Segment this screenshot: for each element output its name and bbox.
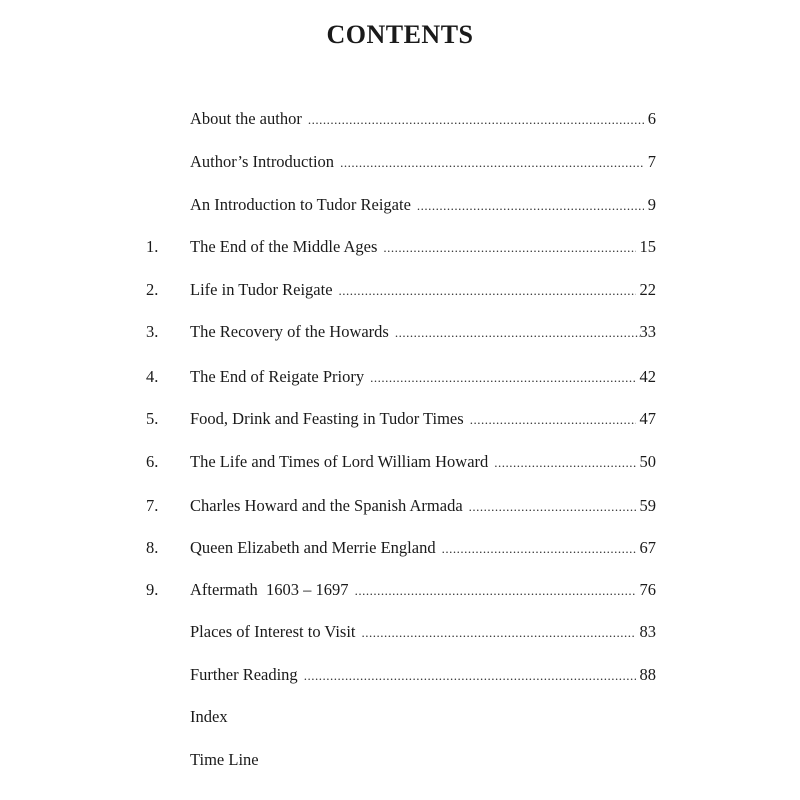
entry-page: 83 (639, 622, 656, 641)
page-title: CONTENTS (326, 20, 474, 49)
toc-entry-about-author[interactable] (140, 107, 656, 131)
entry-title: Author’s Introduction (190, 152, 335, 171)
entry-page: 33 (639, 322, 656, 341)
entry-page: 50 (639, 452, 656, 471)
toc-entry-further-reading[interactable] (140, 663, 656, 687)
entry-number: 9. (146, 580, 159, 599)
dot-leader (304, 664, 636, 688)
entry-title: Charles Howard and the Spanish Armada (190, 496, 463, 515)
entry-title: Places of Interest to Visit (190, 622, 356, 641)
entry-page: 67 (639, 538, 656, 557)
dot-leader (469, 495, 636, 519)
entry-title: About the author (190, 109, 302, 128)
toc-entry-chapter-4[interactable] (140, 365, 656, 389)
entry-page: 6 (647, 109, 656, 128)
dot-leader (362, 621, 636, 645)
toc-entry-chapter-2[interactable] (140, 278, 656, 302)
dot-leader (339, 279, 636, 303)
dot-leader (395, 321, 640, 345)
toc-entry-chapter-3[interactable] (140, 320, 656, 344)
toc-entry-chapter-6[interactable] (140, 450, 656, 474)
entry-title: The Recovery of the Howards (190, 322, 389, 341)
entry-title: Further Reading (190, 665, 298, 684)
toc-entry-chapter-9[interactable] (140, 578, 656, 602)
dot-leader (494, 451, 635, 475)
entry-number: 1. (146, 237, 159, 256)
entry-page: 47 (639, 409, 656, 428)
entry-page: 88 (639, 665, 656, 684)
entry-title: Food, Drink and Feasting in Tudor Times (190, 409, 464, 428)
entry-number: 6. (146, 452, 159, 471)
entry-title: The End of Reigate Priory (190, 367, 365, 386)
dot-leader (355, 579, 636, 603)
entry-title: Index (190, 707, 228, 726)
entry-title: Aftermath 1603 – 1697 (190, 580, 349, 599)
entry-title: The Life and Times of Lord William Howard (190, 452, 489, 471)
dot-leader (340, 151, 644, 175)
dot-leader (370, 366, 635, 390)
toc-entry-chapter-1[interactable] (140, 235, 656, 259)
entry-page: 76 (639, 580, 656, 599)
entry-number: 4. (146, 367, 159, 386)
entry-page: 7 (647, 152, 656, 171)
toc-entry-authors-introduction[interactable] (140, 150, 656, 174)
entry-page: 15 (639, 237, 656, 256)
entry-number: 7. (146, 496, 159, 515)
entry-title: An Introduction to Tudor Reigate (190, 195, 411, 214)
toc-entry-index[interactable] (140, 705, 656, 729)
entry-title: Life in Tudor Reigate (190, 280, 333, 299)
toc-entry-chapter-7[interactable] (140, 494, 656, 518)
entry-number: 3. (146, 322, 159, 341)
entry-number: 8. (146, 538, 159, 557)
dot-leader (308, 108, 644, 132)
dot-leader (470, 408, 636, 432)
entry-title: Queen Elizabeth and Merrie England (190, 538, 436, 557)
entry-page: 42 (639, 367, 656, 386)
entry-page: 22 (639, 280, 656, 299)
entry-title: The End of the Middle Ages (190, 237, 378, 256)
toc-entry-time-line[interactable] (140, 748, 656, 772)
entry-page: 59 (639, 496, 656, 515)
entry-number: 5. (146, 409, 159, 428)
dot-leader (417, 194, 644, 218)
dot-leader (383, 236, 635, 260)
toc-entry-chapter-5[interactable] (140, 407, 656, 431)
entry-title: Time Line (190, 750, 259, 769)
entry-number: 2. (146, 280, 159, 299)
toc-entry-chapter-8[interactable] (140, 536, 656, 560)
dot-leader (442, 537, 636, 561)
toc-entry-places-of-interest[interactable] (140, 620, 656, 644)
entry-page: 9 (647, 195, 656, 214)
toc-entry-intro-tudor-reigate[interactable] (140, 193, 656, 217)
